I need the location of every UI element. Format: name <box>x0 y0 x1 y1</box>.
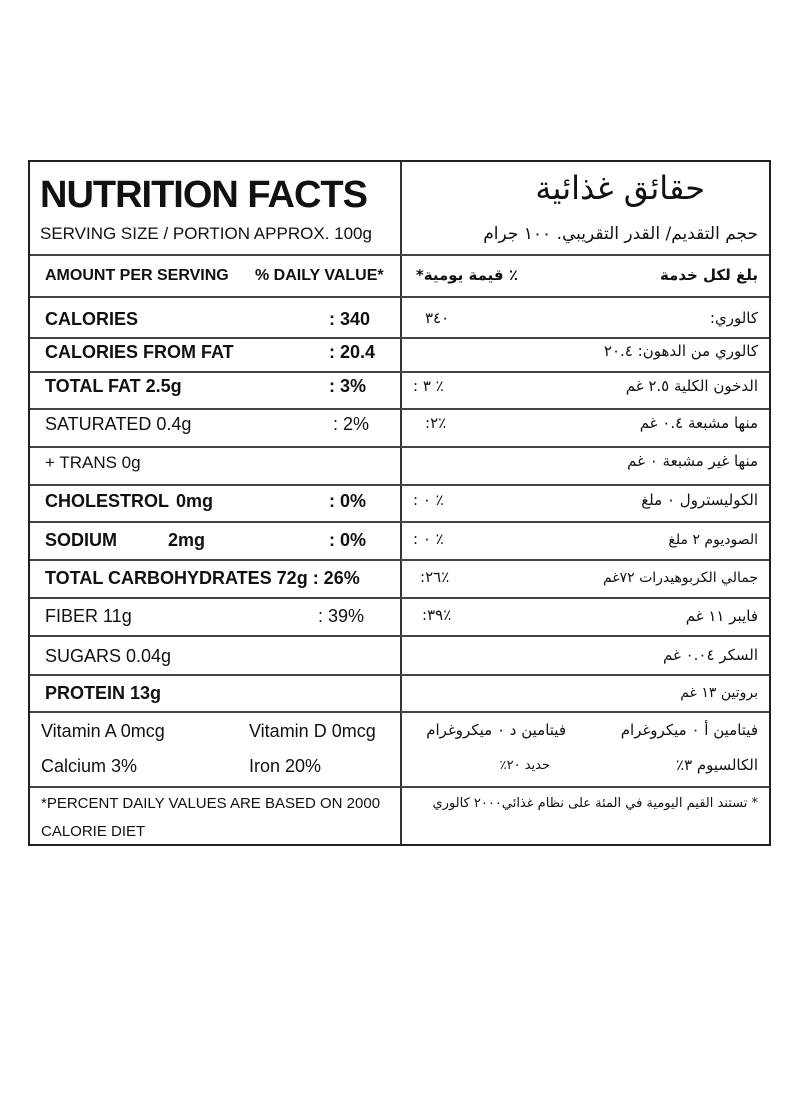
sugars-label: SUGARS 0.04g <box>45 646 172 666</box>
calories-from-fat-label: CALORIES FROM FAT <box>45 342 234 362</box>
calories-value-arabic: ٣٤٠ <box>425 309 450 327</box>
sodium-amount: 2mg <box>168 530 206 550</box>
saturated-fat-label: SATURATED 0.4g <box>45 414 192 434</box>
calcium: Calcium 3% <box>41 756 138 776</box>
carbohydrates-label-arabic: جمالي الكربوهيدرات ٧٢غم <box>602 570 758 586</box>
fiber-value: : 39% <box>318 606 365 626</box>
row-divider <box>30 674 769 676</box>
fiber-label: FIBER 11g <box>45 606 132 626</box>
calcium-arabic: الكالسيوم ٣٪ <box>676 756 758 774</box>
protein-label-arabic: بروتين ١٣ غم <box>680 685 758 701</box>
daily-value-header: % DAILY VALUE* <box>255 267 384 284</box>
title-english: NUTRITION FACTS <box>40 174 367 216</box>
saturated-fat-value-arabic: ٪٢: <box>425 414 447 432</box>
cholesterol-label-arabic: الكوليسترول ٠ ملغ <box>641 491 758 509</box>
iron: Iron 20% <box>249 756 322 776</box>
row-divider <box>30 711 769 713</box>
carbohydrates-value-arabic: ٪٢٦: <box>420 568 450 586</box>
row-divider <box>30 446 769 448</box>
row-divider <box>30 597 769 599</box>
serving-size-arabic: حجم التقديم/ القدر التقريبي. ١٠٠ جرام <box>483 224 758 244</box>
amount-per-serving-header: AMOUNT PER SERVING <box>45 267 229 284</box>
trans-fat-label-arabic: منها غير مشبعة ٠ غم <box>627 452 758 470</box>
daily-value-header-arabic: ٪ قيمة يومية* <box>415 266 518 284</box>
row-divider <box>30 337 769 339</box>
row-divider <box>30 559 769 561</box>
fiber-label-arabic: فايبر ١١ غم <box>685 607 758 625</box>
cholesterol-label: CHOLESTROL <box>45 491 169 511</box>
vitamin-d: Vitamin D 0mcg <box>249 721 376 741</box>
sugars-label-arabic: السكر ٠.٠٤ غم <box>662 646 758 664</box>
saturated-fat-value: : 2% <box>333 414 370 434</box>
row-divider <box>30 786 769 788</box>
row-divider <box>30 408 769 410</box>
title-arabic: حقائق غذائية <box>535 169 705 207</box>
protein-label: PROTEIN 13g <box>45 683 162 703</box>
calories-label-arabic: كالوري: <box>709 309 758 327</box>
amount-per-serving-header-arabic: بلغ لكل خدمة <box>659 266 758 284</box>
trans-fat-label: + TRANS 0g <box>45 453 141 472</box>
vitamin-d-arabic: فيتامين د ٠ ميكروغرام <box>426 721 566 739</box>
sodium-label: SODIUM <box>45 530 117 550</box>
iron-arabic: حديد ٢٠٪ <box>499 758 550 773</box>
sodium-value: : 0% <box>329 530 367 550</box>
carbohydrates-label: TOTAL CARBOHYDRATES 72g : 26% <box>45 568 360 588</box>
saturated-fat-label-arabic: منها مشبعة ٠.٤ غم <box>639 414 758 432</box>
calories-value: : 340 <box>329 309 371 329</box>
vitamin-a: Vitamin A 0mcg <box>41 721 165 741</box>
vitamin-a-arabic: فيتامين أ ٠ ميكروغرام <box>620 721 758 739</box>
total-fat-value: : 3% <box>329 376 367 396</box>
serving-size-english: SERVING SIZE / PORTION APPROX. 100g <box>40 224 372 243</box>
row-divider <box>30 296 769 298</box>
cholesterol-value: : 0% <box>329 491 367 511</box>
row-divider <box>30 371 769 373</box>
daily-value-note: *PERCENT DAILY VALUES ARE BASED ON 2000 <box>41 795 381 812</box>
fiber-value-arabic: ٪٣٩: <box>422 606 452 624</box>
daily-value-note-continued: CALORIE DIET <box>41 823 146 840</box>
row-divider <box>30 254 769 256</box>
cholesterol-value-arabic: ٪ ٠ : <box>413 491 444 509</box>
calories-from-fat-arabic: كالوري من الدهون: ٢٠.٤ <box>603 342 758 360</box>
total-fat-label: TOTAL FAT 2.5g <box>45 376 182 396</box>
calories-from-fat-value: : 20.4 <box>329 342 376 362</box>
row-divider <box>30 484 769 486</box>
total-fat-label-arabic: الدخون الكلية ٢.٥ غم <box>625 377 758 395</box>
column-divider <box>400 162 402 844</box>
total-fat-value-arabic: ٪ ٣ : <box>413 377 444 395</box>
cholesterol-amount: 0mg <box>176 491 214 511</box>
daily-value-note-arabic: * تستند القيم اليومية في المئة على نظام غذائي٢٠٠٠ كالوري <box>432 796 758 811</box>
calories-label: CALORIES <box>45 309 139 329</box>
sodium-label-arabic: الصوديوم ٢ ملغ <box>668 532 758 548</box>
sodium-value-arabic: ٪ ٠ : <box>413 530 444 548</box>
row-divider <box>30 521 769 523</box>
row-divider <box>30 635 769 637</box>
